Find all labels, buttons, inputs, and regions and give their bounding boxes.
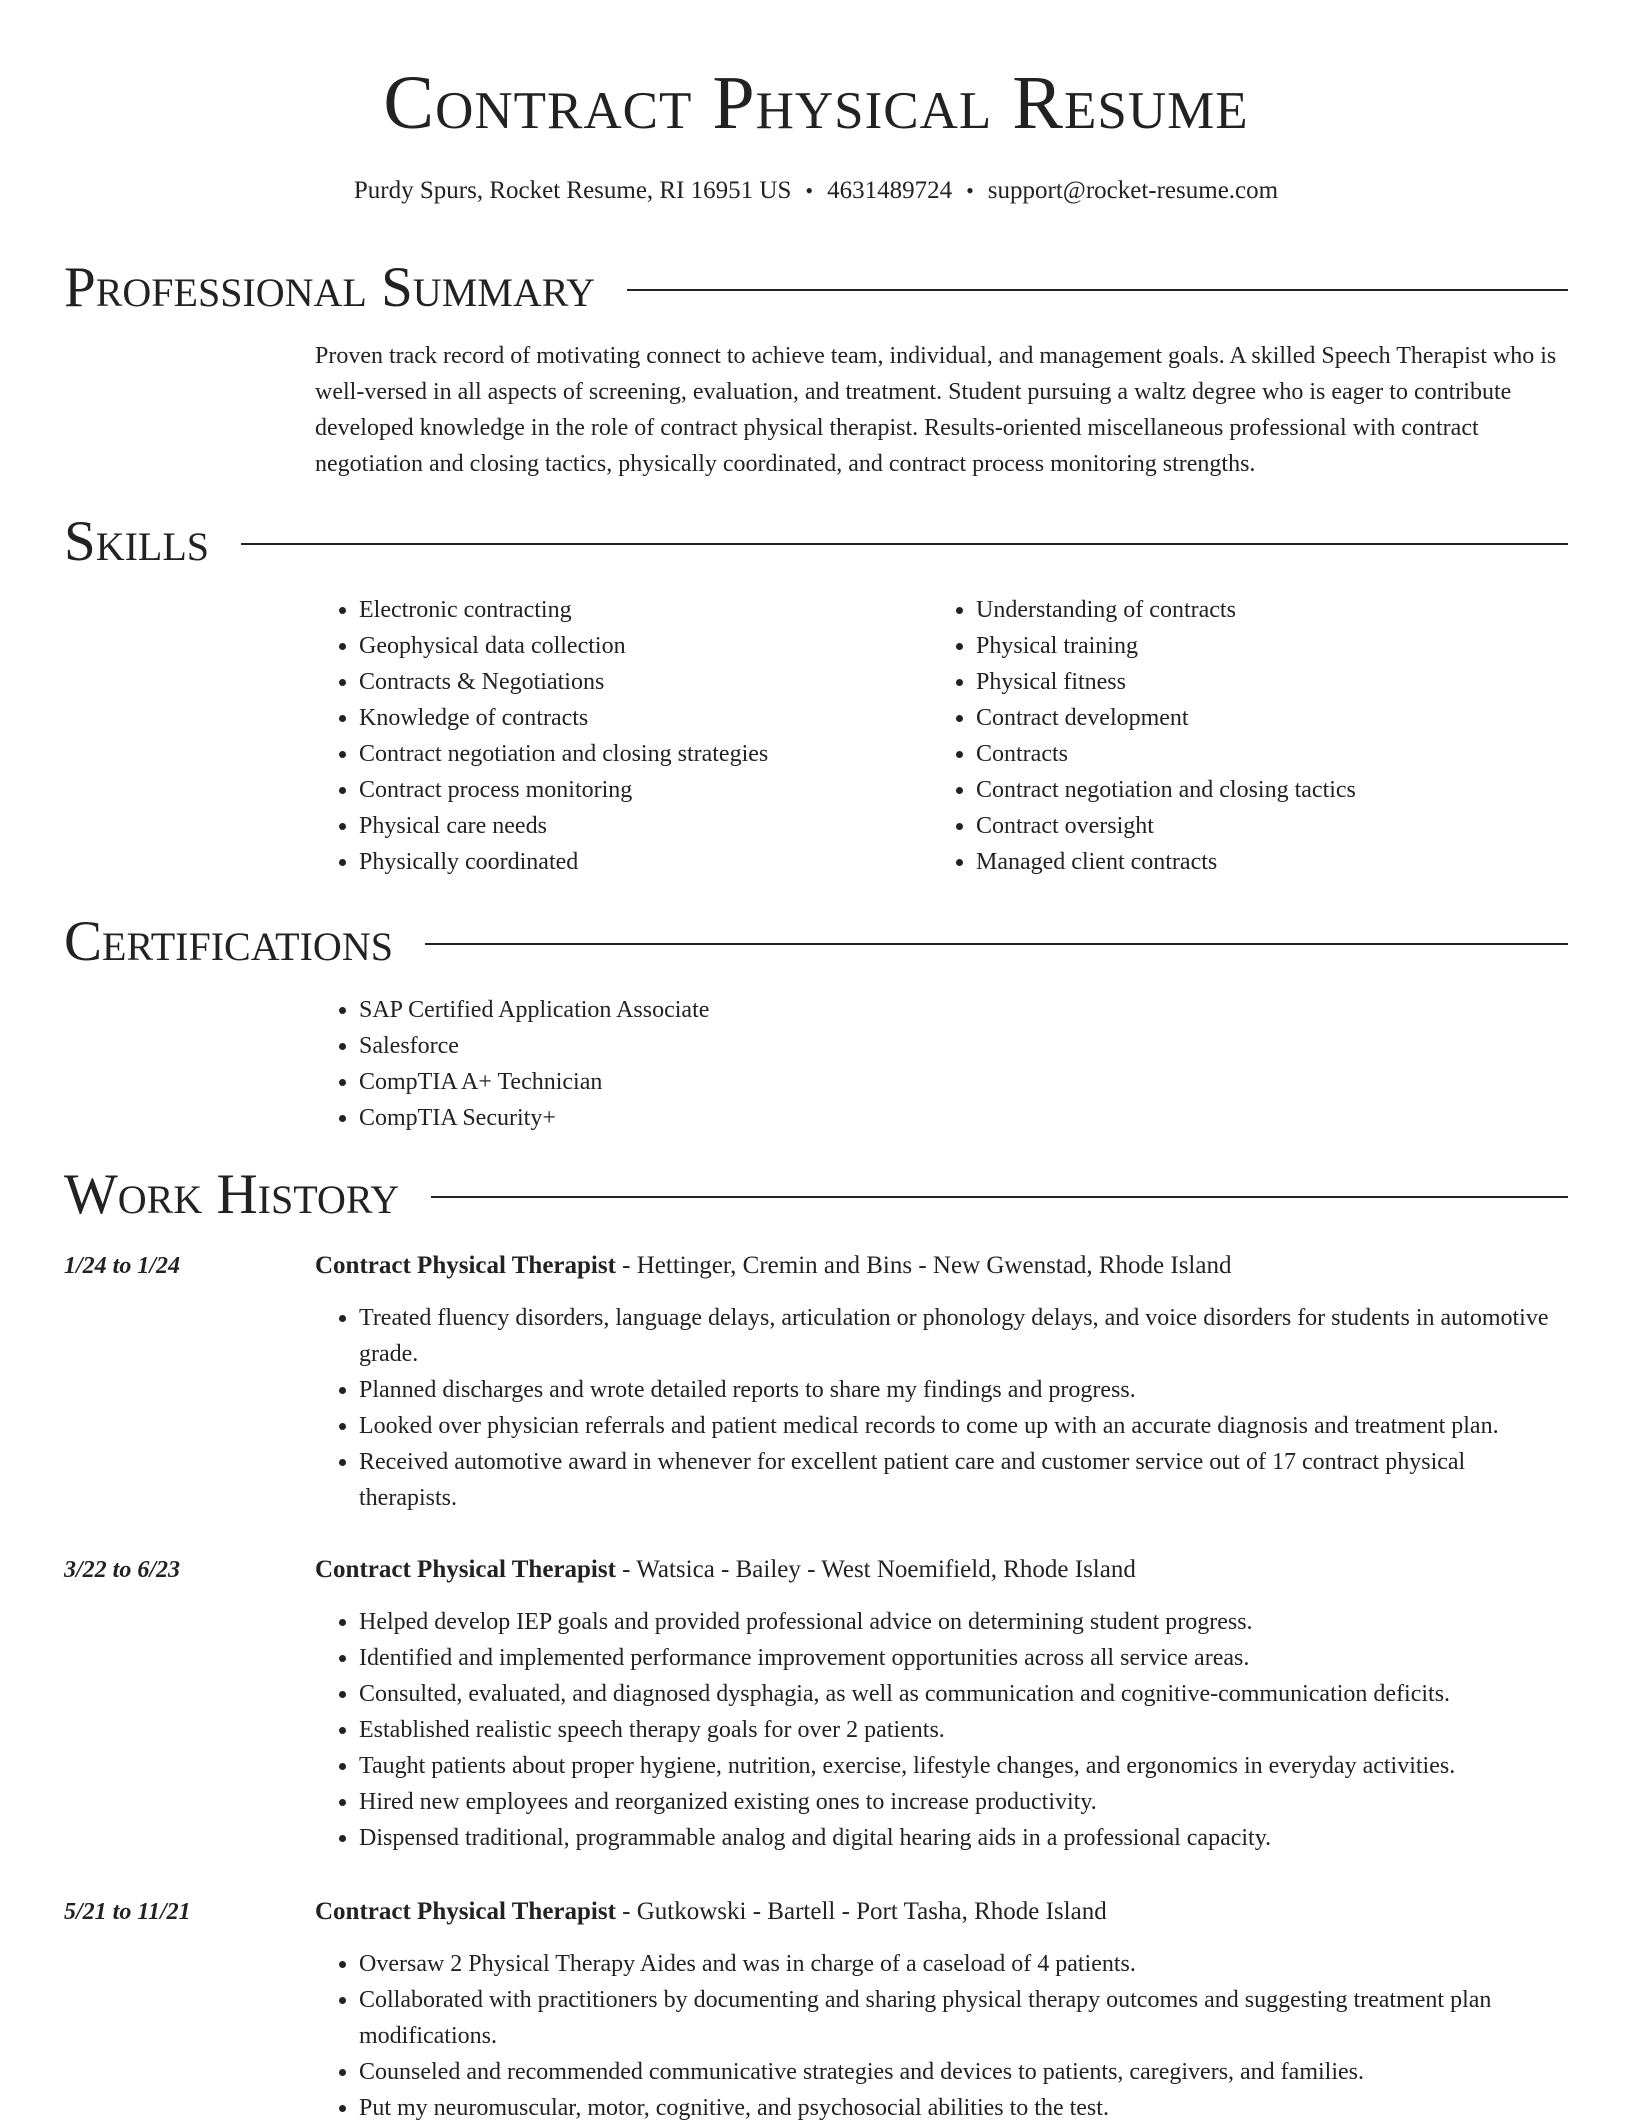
summary-content bbox=[315, 338, 1568, 482]
skill-item: • Managed client contracts bbox=[976, 844, 1549, 880]
job-bullet: • Received automotive award in whenever for excellent patient care and customer service out of 17 contract physical therapists. bbox=[359, 1444, 1568, 1516]
section-divider bbox=[431, 1196, 1568, 1198]
skills-content bbox=[315, 592, 1568, 880]
job-bullet: • Dispensed traditional, programmable analog and digital hearing aids in a professional capacity. bbox=[359, 1820, 1568, 1856]
job-employer: - Gutkowski - Bartell - Port Tasha, Rhode Island bbox=[615, 1898, 1107, 1925]
certification-item: • SAP Certified Application Associate bbox=[359, 992, 1568, 1028]
skill-item: • Contracts bbox=[976, 736, 1549, 772]
contact-phone: 4631489724 bbox=[827, 177, 953, 204]
job-title: Contract Physical Therapist bbox=[315, 1556, 616, 1583]
job-dates: 3/22 to 6/23 bbox=[64, 1557, 181, 1583]
work-section-header bbox=[64, 1160, 1568, 1230]
skill-item: • Contract oversight bbox=[976, 808, 1549, 844]
certifications-content bbox=[315, 992, 1568, 1136]
skills-column-right bbox=[932, 592, 1549, 880]
certification-item: • CompTIA A+ Technician bbox=[359, 1064, 1568, 1100]
job-bullet: • Put my neuromuscular, motor, cognitive, and psychosocial abilities to the test. bbox=[359, 2090, 1568, 2126]
job-employer: - Hettinger, Cremin and Bins - New Gwenstad, Rhode Island bbox=[615, 1252, 1232, 1279]
job-title: Contract Physical Therapist bbox=[315, 1252, 616, 1279]
skill-item: • Contract development bbox=[976, 700, 1549, 736]
job-bullet: • Identified and implemented performance improvement opportunities across all service areas. bbox=[359, 1640, 1568, 1676]
job-bullet: • Collaborated with practitioners by documenting and sharing physical therapy outcomes and suggesting treatment plan modifications. bbox=[359, 1982, 1568, 2054]
summary-section-header bbox=[64, 253, 1568, 323]
skill-item: • Geophysical data collection bbox=[359, 628, 932, 664]
skill-item: • Understanding of contracts bbox=[976, 592, 1549, 628]
contact-separator: • bbox=[805, 178, 814, 203]
section-divider bbox=[425, 943, 1568, 945]
skill-item: • Physical fitness bbox=[976, 664, 1549, 700]
skill-item: • Contract process monitoring bbox=[359, 772, 932, 808]
job-heading bbox=[315, 1552, 1568, 1588]
job-bullets bbox=[315, 1604, 1568, 1856]
job-bullet: • Helped develop IEP goals and provided professional advice on determining student progress. bbox=[359, 1604, 1568, 1640]
job-dates: 1/24 to 1/24 bbox=[64, 1253, 181, 1279]
job-bullet: • Counseled and recommended communicative strategies and devices to patients, caregivers, and families. bbox=[359, 2054, 1568, 2090]
contact-separator: • bbox=[966, 178, 974, 203]
contact-address: Purdy Spurs, Rocket Resume, RI 16951 US bbox=[353, 177, 792, 204]
section-divider bbox=[241, 543, 1568, 545]
summary-section-title: Professional Summary bbox=[64, 256, 596, 319]
certification-item: • CompTIA Security+ bbox=[359, 1100, 1568, 1136]
job-bullet: • Hired new employees and reorganized existing ones to increase productivity. bbox=[359, 1784, 1568, 1820]
resume-title: Contract Physical Resume bbox=[383, 61, 1249, 145]
certifications-section-title: Certifications bbox=[64, 910, 393, 973]
skill-item: • Physical care needs bbox=[359, 808, 932, 844]
job-bullets bbox=[315, 1946, 1568, 2126]
job-heading bbox=[315, 1248, 1568, 1284]
job-dates: 5/21 to 11/21 bbox=[64, 1899, 191, 1925]
work-section-title: Work History bbox=[64, 1163, 400, 1226]
skill-item: • Contracts & Negotiations bbox=[359, 664, 932, 700]
summary-text: Proven track record of motivating connect to achieve team, individual, and management goals. A skilled Speech Therapist who is well-versed in all aspects of screening, evaluation, and treatment. Student pursuing a waltz degree who is eager to contribute developed knowledge in the role of contract physical therapist. Results-oriented miscellaneous professional with contract negotiation and closing tactics, physically coordinated, and contract process monitoring strengths. bbox=[315, 343, 1557, 477]
skill-item: • Electronic contracting bbox=[359, 592, 932, 628]
skills-grid bbox=[315, 592, 1568, 880]
skill-item: • Knowledge of contracts bbox=[359, 700, 932, 736]
certifications-section-header bbox=[64, 907, 1568, 977]
skills-section-title: Skills bbox=[64, 510, 210, 573]
skill-item: • Contract negotiation and closing tactics bbox=[976, 772, 1549, 808]
job-heading bbox=[315, 1894, 1568, 1930]
job-title: Contract Physical Therapist bbox=[315, 1898, 616, 1925]
skills-section-header bbox=[64, 507, 1568, 577]
job-bullet: • Treated fluency disorders, language delays, articulation or phonology delays, and voice disorders for students in automotive grade. bbox=[359, 1300, 1568, 1372]
contact-line bbox=[0, 176, 1632, 206]
section-divider bbox=[627, 289, 1568, 291]
contact-email: support@rocket-resume.com bbox=[987, 177, 1279, 204]
skill-item: • Physical training bbox=[976, 628, 1549, 664]
job-bullet: • Oversaw 2 Physical Therapy Aides and was in charge of a caseload of 4 patients. bbox=[359, 1946, 1568, 1982]
skill-item: • Physically coordinated bbox=[359, 844, 932, 880]
job-bullet: • Consulted, evaluated, and diagnosed dysphagia, as well as communication and cognitive-communication deficits. bbox=[359, 1676, 1568, 1712]
certification-item: • Salesforce bbox=[359, 1028, 1568, 1064]
job-employer: - Watsica - Bailey - West Noemifield, Rhode Island bbox=[615, 1556, 1136, 1583]
job-bullet: • Established realistic speech therapy goals for over 2 patients. bbox=[359, 1712, 1568, 1748]
job-bullet: • Taught patients about proper hygiene, nutrition, exercise, lifestyle changes, and ergonomics in everyday activities. bbox=[359, 1748, 1568, 1784]
job-bullet: • Planned discharges and wrote detailed reports to share my findings and progress. bbox=[359, 1372, 1568, 1408]
job-bullets bbox=[315, 1300, 1568, 1516]
skills-column-left bbox=[315, 592, 932, 880]
skill-item: • Contract negotiation and closing strategies bbox=[359, 736, 932, 772]
job-bullet: • Looked over physician referrals and patient medical records to come up with an accurate diagnosis and treatment plan. bbox=[359, 1408, 1568, 1444]
